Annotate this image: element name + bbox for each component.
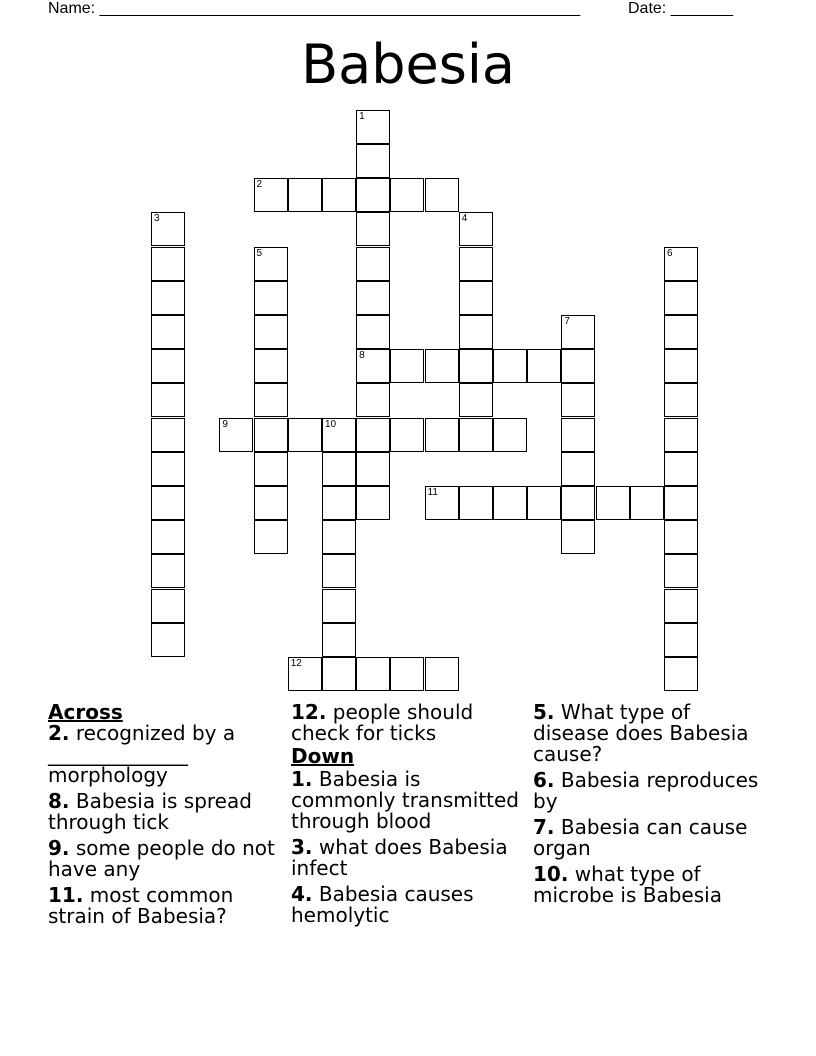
- clue-across-12: 12. people should check for ticks: [291, 700, 474, 745]
- clue-down-10: 10. what type of microbe is Babesia: [533, 862, 722, 907]
- clue-number-label: 9: [222, 418, 228, 430]
- grid-cell[interactable]: [151, 212, 185, 246]
- grid-cell[interactable]: [356, 383, 390, 417]
- grid-cell[interactable]: [493, 486, 527, 520]
- grid-cell[interactable]: [151, 452, 185, 486]
- grid-cell[interactable]: [254, 383, 288, 417]
- page-title: Babesia: [301, 33, 515, 96]
- clue-down-1: 1. Babesia is commonly transmitted through blood: [291, 767, 519, 833]
- clue-number-label: 1: [359, 110, 365, 122]
- grid-cell[interactable]: [493, 349, 527, 383]
- grid-cell[interactable]: [493, 418, 527, 452]
- grid-cell[interactable]: [254, 281, 288, 315]
- grid-cell[interactable]: [664, 418, 698, 452]
- grid-cell[interactable]: [356, 315, 390, 349]
- down-heading: Down: [291, 744, 355, 768]
- grid-cell[interactable]: [219, 418, 253, 452]
- grid-cell[interactable]: [390, 657, 424, 691]
- grid-cell[interactable]: [425, 349, 459, 383]
- grid-cell[interactable]: [561, 315, 595, 349]
- grid-cell[interactable]: [630, 486, 664, 520]
- name-field[interactable]: Name: ______________________________________________________: [48, 0, 581, 17]
- grid-cell[interactable]: [288, 657, 322, 691]
- clue-down-3: 3. what does Babesia infect: [291, 835, 508, 880]
- grid-cell[interactable]: [459, 486, 493, 520]
- grid-cell[interactable]: [288, 178, 322, 212]
- grid-cell[interactable]: [254, 178, 288, 212]
- grid-cell[interactable]: [664, 247, 698, 281]
- grid-cell[interactable]: [322, 486, 356, 520]
- grid-cell[interactable]: [356, 349, 390, 383]
- grid-cell[interactable]: [596, 486, 630, 520]
- clue-number-label: 11: [427, 486, 438, 498]
- grid-cell[interactable]: [356, 247, 390, 281]
- grid-cell[interactable]: [356, 281, 390, 315]
- grid-cell[interactable]: [459, 281, 493, 315]
- grid-cell[interactable]: [254, 315, 288, 349]
- grid-cell[interactable]: [254, 520, 288, 554]
- date-field[interactable]: Date: _______: [628, 0, 733, 17]
- grid-cell[interactable]: [527, 349, 561, 383]
- grid-cell[interactable]: [322, 554, 356, 588]
- grid-cell[interactable]: [425, 178, 459, 212]
- grid-cell[interactable]: [664, 383, 698, 417]
- grid-cell[interactable]: [425, 657, 459, 691]
- clue-down-4: 4. Babesia causes hemolytic: [291, 882, 474, 927]
- grid-cell[interactable]: [561, 418, 595, 452]
- grid-cell[interactable]: [664, 315, 698, 349]
- grid-cell[interactable]: [151, 247, 185, 281]
- grid-cell[interactable]: [425, 418, 459, 452]
- clue-across-2: 2. recognized by a ______________ morphology: [48, 721, 236, 787]
- clue-column-2: [291, 702, 526, 931]
- grid-cell[interactable]: [561, 520, 595, 554]
- grid-cell[interactable]: [254, 349, 288, 383]
- grid-cell[interactable]: [151, 486, 185, 520]
- grid-cell[interactable]: [527, 486, 561, 520]
- grid-cell[interactable]: [151, 349, 185, 383]
- grid-cell[interactable]: [664, 486, 698, 520]
- grid-cell[interactable]: [561, 486, 595, 520]
- grid-cell[interactable]: [561, 383, 595, 417]
- clue-column-3: [533, 702, 768, 911]
- across-heading: Across: [48, 700, 123, 724]
- grid-cell[interactable]: [151, 589, 185, 623]
- grid-cell[interactable]: [151, 554, 185, 588]
- grid-cell[interactable]: [664, 657, 698, 691]
- grid-cell[interactable]: [254, 418, 288, 452]
- grid-cell[interactable]: [322, 520, 356, 554]
- grid-cell[interactable]: [356, 452, 390, 486]
- grid-cell[interactable]: [356, 486, 390, 520]
- clue-down-6: 6. Babesia reproduces by: [533, 768, 759, 813]
- grid-cell[interactable]: [425, 486, 459, 520]
- clue-number-label: 5: [256, 247, 263, 259]
- grid-cell[interactable]: [561, 349, 595, 383]
- grid-cell[interactable]: [254, 247, 288, 281]
- grid-cell[interactable]: [459, 418, 493, 452]
- grid-cell[interactable]: [664, 349, 698, 383]
- grid-cell[interactable]: [664, 623, 698, 657]
- grid-cell[interactable]: [356, 212, 390, 246]
- grid-cell[interactable]: [322, 178, 356, 212]
- grid-cell[interactable]: [322, 657, 356, 691]
- clue-number-label: 3: [153, 213, 160, 225]
- grid-cell[interactable]: [151, 623, 185, 657]
- grid-cell[interactable]: [322, 452, 356, 486]
- clue-number-label: 10: [324, 418, 337, 430]
- grid-cell[interactable]: [151, 520, 185, 554]
- grid-cell[interactable]: [254, 452, 288, 486]
- grid-cell[interactable]: [356, 418, 390, 452]
- grid-cell[interactable]: [356, 144, 390, 178]
- grid-cell[interactable]: [561, 452, 595, 486]
- grid-cell[interactable]: [322, 418, 356, 452]
- grid-cell[interactable]: [288, 418, 322, 452]
- clue-number-label: 7: [564, 315, 570, 327]
- grid-cell[interactable]: [151, 315, 185, 349]
- grid-cell[interactable]: [322, 623, 356, 657]
- clue-number-label: 8: [359, 350, 365, 362]
- grid-cell[interactable]: [664, 554, 698, 588]
- clue-across-9: 9. some people do not have any: [48, 836, 275, 881]
- grid-cell[interactable]: [356, 110, 390, 144]
- clue-number-label: 2: [256, 179, 263, 191]
- grid-cell[interactable]: [151, 383, 185, 417]
- clue-down-5: 5. What type of disease does Babesia cause?: [533, 700, 749, 766]
- grid-cell[interactable]: [151, 281, 185, 315]
- clue-number-label: 4: [461, 213, 468, 225]
- grid-cell[interactable]: [459, 315, 493, 349]
- grid-cell[interactable]: [664, 452, 698, 486]
- grid-cell[interactable]: [254, 486, 288, 520]
- clue-number-label: 12: [290, 657, 302, 669]
- clue-across-11: 11. most common strain of Babesia?: [48, 883, 234, 928]
- grid-cell[interactable]: [664, 589, 698, 623]
- grid-cell[interactable]: [664, 520, 698, 554]
- grid-cell[interactable]: [151, 418, 185, 452]
- clue-number-label: 6: [666, 247, 673, 259]
- grid-cell[interactable]: [459, 383, 493, 417]
- grid-cell[interactable]: [459, 349, 493, 383]
- grid-cell[interactable]: [356, 657, 390, 691]
- clue-down-7: 7. Babesia can cause organ: [533, 815, 748, 860]
- grid-cell[interactable]: [390, 349, 424, 383]
- grid-cell[interactable]: [390, 418, 424, 452]
- grid-cell[interactable]: [459, 247, 493, 281]
- grid-cell[interactable]: [390, 178, 424, 212]
- clue-column-1: [48, 702, 283, 932]
- grid-cell[interactable]: [459, 212, 493, 246]
- clue-across-8: 8. Babesia is spread through tick: [48, 789, 252, 834]
- grid-cell[interactable]: [664, 281, 698, 315]
- grid-cell[interactable]: [322, 589, 356, 623]
- grid-cell[interactable]: [356, 178, 390, 212]
